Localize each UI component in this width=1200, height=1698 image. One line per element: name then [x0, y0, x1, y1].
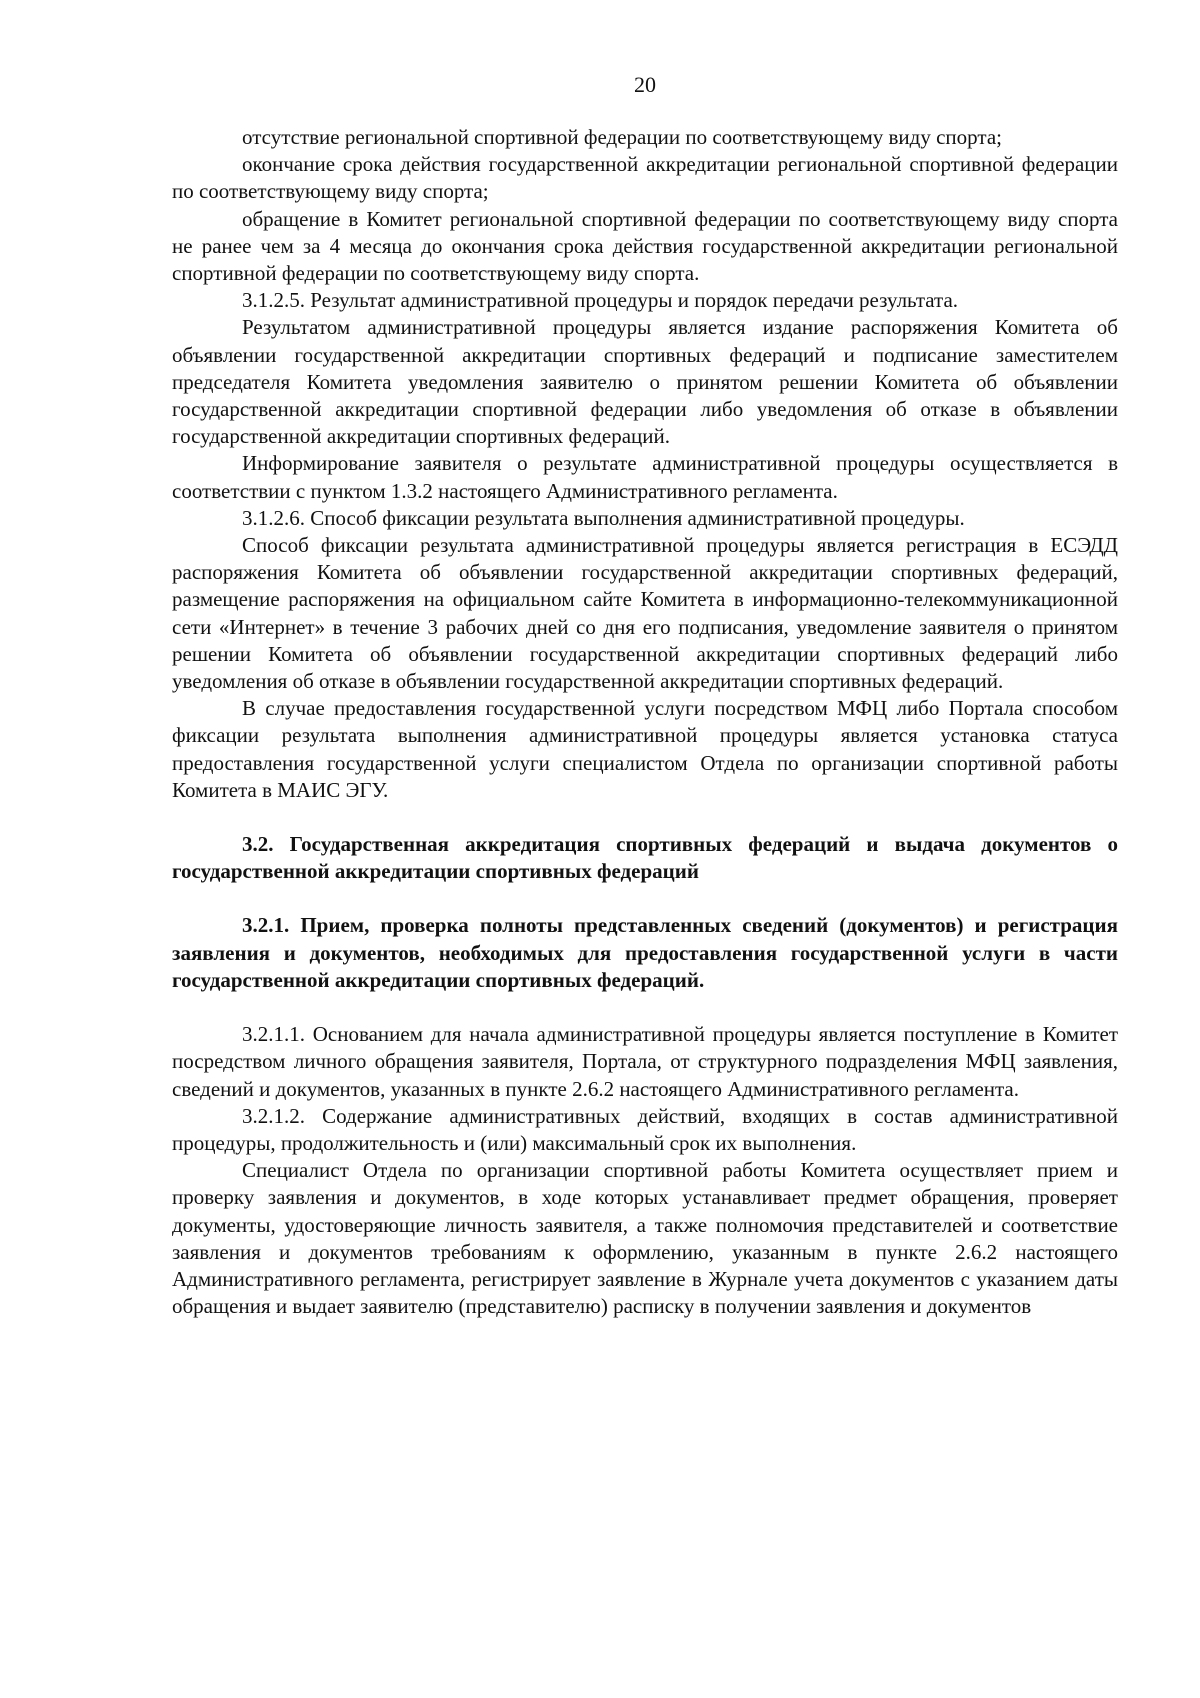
- spacer: [172, 885, 1118, 912]
- paragraph: отсутствие региональной спортивной федерации по соответствующему виду спорта;: [242, 125, 1002, 149]
- paragraph: В случае предоставления государственной услуги посредством МФЦ либо Портала способом фиксации результата выполнения административной процедуры является установка статуса предоставления государственной услуги специалистом Отдела по организации спортивной работы Комитета в МАИС ЭГУ.: [172, 696, 1118, 802]
- paragraph: 3.2.1.2. Содержание административных действий, входящих в состав административной процедуры, продолжительность и (или) максимальный срок их выполнения.: [172, 1103, 1118, 1155]
- paragraph: Способ фиксации результата административной процедуры является регистрация в ЕСЭДД распоряжения Комитета об объявлении государственной аккредитации спортивных федераций, размещение распоряжения на официальном сайте Комитета в информационно-телекоммуникационной сети «Интернет» в течение 3 рабочих дней со дня его подписания, уведомление заявителя о принятом решении Комитета об объявлении государственной аккредитации спортивных федераций либо уведомления об отказе в объявлении государственной аккредитации спортивных федераций.: [172, 533, 1118, 694]
- paragraph: окончание срока действия государственной аккредитации региональной спортивной федерации по соответствующему виду спорта;: [172, 152, 1118, 204]
- paragraph: Информирование заявителя о результате административной процедуры осуществляется в соответствии с пунктом 1.3.2 настоящего Административного регламента.: [172, 451, 1118, 503]
- spacer: [172, 994, 1118, 1021]
- spacer: [172, 804, 1118, 831]
- paragraph: Результатом административной процедуры является издание распоряжения Комитета об объявлении государственной аккредитации спортивных федераций и подписание заместителем председателя Комитета уведомления заявителю о принятом решении Комитета об объявлении государственной аккредитации спортивной федерации либо уведомления об отказе в объявлении государственной аккредитации спортивных федераций.: [172, 315, 1118, 449]
- paragraph: 3.2.1.1. Основанием для начала административной процедуры является поступление в Комитет посредством личного обращения заявителя, Портала, от структурного подразделения МФЦ заявления, сведений и документов, указанных в пункте 2.6.2 настоящего Административного регламента.: [172, 1022, 1118, 1101]
- section-heading-3-2: 3.2. Государственная аккредитация спортивных федераций и выдача документов о государственной аккредитации спортивных федераций: [172, 832, 1118, 884]
- page-number: 20: [634, 72, 656, 97]
- paragraph: 3.1.2.5. Результат административной процедуры и порядок передачи результата.: [242, 288, 959, 313]
- document-body: [172, 124, 1118, 1320]
- paragraph: Специалист Отдела по организации спортивной работы Комитета осуществляет прием и проверку заявления и документов, в ходе которых устанавливает предмет обращения, проверяет документы, удостоверяющие личность заявителя, а также полномочия представителей и соответствие заявления и документов требованиям к оформлению, указанным в пункте 2.6.2 настоящего Административного регламента, регистрирует заявление в Журнале учета документов с указанием даты обращения и выдает заявителю (представителю) расписку в получении заявления и документов: [172, 1158, 1118, 1319]
- section-heading-3-2-1: 3.2.1. Прием, проверка полноты представленных сведений (документов) и регистрация заявления и документов, необходимых для предоставления государственной услуги в части государственной аккредитации спортивных федераций.: [172, 913, 1118, 992]
- paragraph: 3.1.2.6. Способ фиксации результата выполнения административной процедуры.: [242, 505, 965, 530]
- paragraph: обращение в Комитет региональной спортивной федерации по соответствующему виду спорта не ранее чем за 4 месяца до окончания срока действия государственной аккредитации региональной спортивной федерации по соответствующему виду спорта.: [172, 206, 1118, 286]
